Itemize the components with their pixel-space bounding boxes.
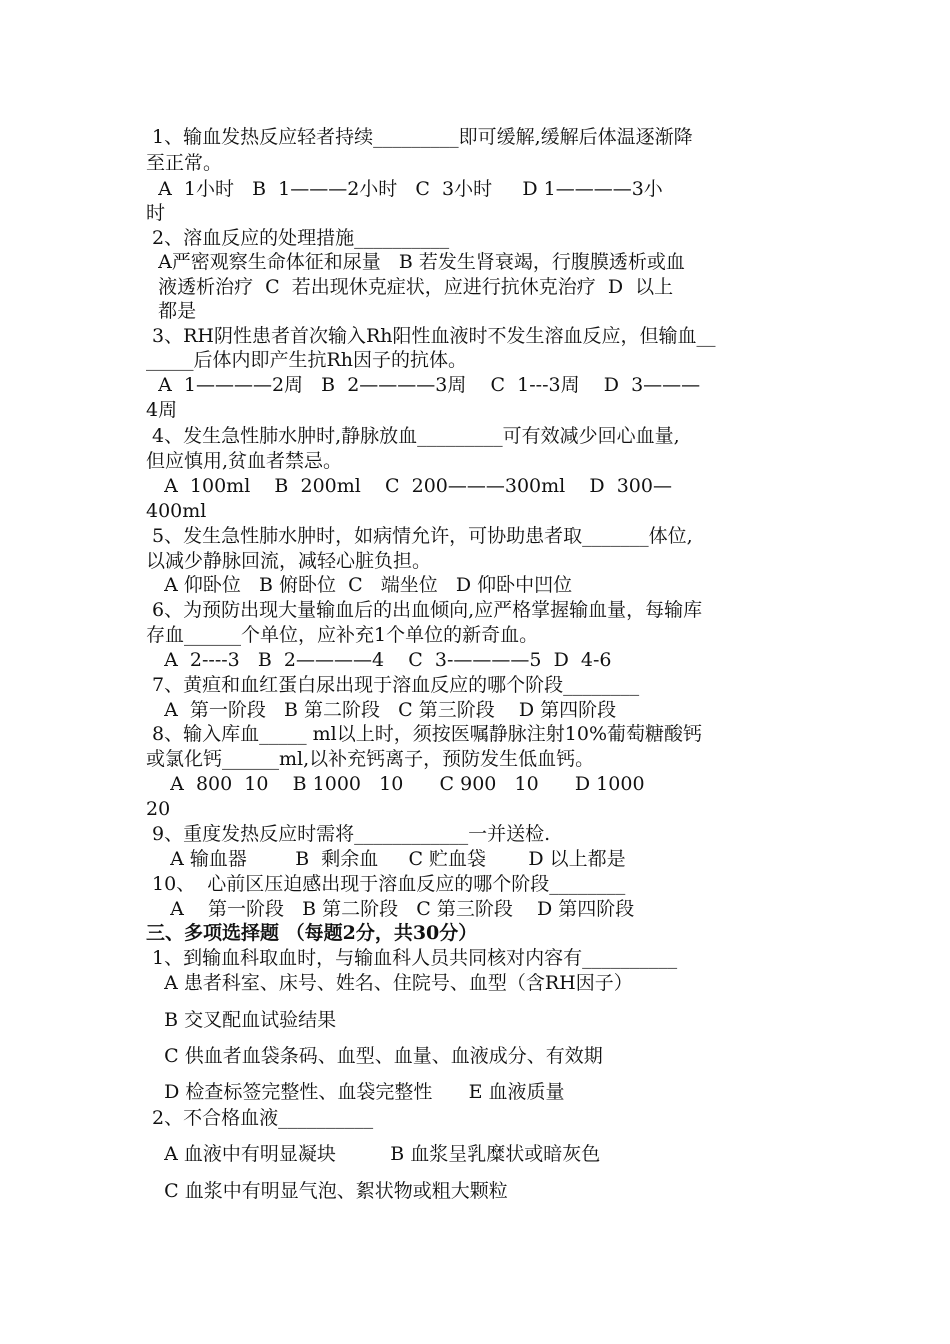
q10-options: A 第一阶段 B 第二阶段 C 第三阶段 D 第四阶段 xyxy=(146,898,635,920)
q1-options-line1: A 1小时 B 1———2小时 C 3小时 D 1————3小 xyxy=(146,178,663,200)
q6-stem-line2: 存血______个单位，应补充1个单位的新奇血。 xyxy=(146,624,539,646)
mq2-option-ab: A 血液中有明显凝块 B 血浆呈乳糜状或暗灰色 xyxy=(146,1143,601,1165)
q4-options-line1: A 100ml B 200ml C 200———300ml D 300— xyxy=(146,475,672,497)
q3-options-line2: 4周 xyxy=(146,399,178,421)
q3-stem-line1: 3、RH阴性患者首次输入Rh阳性血液时不发生溶血反应，但输血__ xyxy=(146,325,716,347)
q6-options: A 2----3 B 2————4 C 3-————5 D 4-6 xyxy=(146,649,612,671)
mq2-stem: 2、不合格血液__________ xyxy=(146,1107,374,1129)
q4-stem-line2: 但应慎用,贫血者禁忌。 xyxy=(146,450,343,472)
q8-options-line2: 20 xyxy=(146,798,171,820)
mq1-stem: 1、到输血科取血时，与输血科人员共同核对内容有__________ xyxy=(146,947,678,969)
mq1-option-c: C 供血者血袋条码、血型、血量、血液成分、有效期 xyxy=(146,1045,603,1067)
mq1-option-a: A 患者科室、床号、姓名、住院号、血型（含RH因子） xyxy=(146,972,633,994)
q2-stem: 2、溶血反应的处理措施__________ xyxy=(146,227,450,249)
mq1-option-b: B 交叉配血试验结果 xyxy=(146,1009,337,1031)
q3-stem-line2: _____后体内即产生抗Rh因子的抗体。 xyxy=(146,349,468,371)
q5-stem-line1: 5、发生急性肺水肿时，如病情允许，可协助患者取_______体位, xyxy=(146,525,693,547)
mq2-option-c: C 血浆中有明显气泡、絮状物或粗大颗粒 xyxy=(146,1180,508,1202)
q10-stem: 10、 心前区压迫感出现于溶血反应的哪个阶段________ xyxy=(146,873,626,895)
q2-options-line2: 液透析治疗 C 若出现休克症状，应进行抗休克治疗 D 以上 xyxy=(146,276,674,298)
q8-stem-line2: 或氯化钙______ml,以补充钙离子，预防发生低血钙。 xyxy=(146,748,595,770)
q9-stem: 9、重度发热反应时需将____________一并送检. xyxy=(146,823,551,845)
q7-stem: 7、黄疸和血红蛋白尿出现于溶血反应的哪个阶段________ xyxy=(146,674,640,696)
mq1-option-de: D 检查标签完整性、血袋完整性 E 血液质量 xyxy=(146,1081,565,1103)
q3-options-line1: A 1————2周 B 2————3周 C 1---3周 D 3——— xyxy=(146,374,701,396)
q5-options: A 仰卧位 B 俯卧位 C 端坐位 D 仰卧中凹位 xyxy=(146,574,573,596)
q8-options-line1: A 800 10 B 1000 10 C 900 10 D 1000 xyxy=(146,773,645,795)
section-heading: 三、多项选择题 （每题2分，共30分） xyxy=(146,922,478,944)
q8-stem-line1: 8、输入库血_____ ml以上时，须按医嘱静脉注射10%葡萄糖酸钙 xyxy=(146,723,702,745)
q7-options: A 第一阶段 B 第二阶段 C 第三阶段 D 第四阶段 xyxy=(146,699,617,721)
q4-options-line2: 400ml xyxy=(146,500,207,522)
q1-stem-line2: 至正常。 xyxy=(146,152,223,174)
q5-stem-line2: 以减少静脉回流，减轻心脏负担。 xyxy=(146,550,432,572)
q2-options-line1: A严密观察生命体征和尿量 B 若发生肾衰竭，行腹膜透析或血 xyxy=(146,251,685,273)
q2-options-line3: 都是 xyxy=(146,300,197,322)
q4-stem-line1: 4、发生急性肺水肿时,静脉放血_________可有效减少回心血量, xyxy=(146,425,680,447)
q9-options: A 输血器 B 剩余血 C 贮血袋 D 以上都是 xyxy=(146,848,626,870)
q6-stem-line1: 6、为预防出现大量输血后的出血倾向,应严格掌握输血量，每输库 xyxy=(146,599,703,621)
q1-options-line2: 时 xyxy=(146,202,166,224)
q1-stem-line1: 1、输血发热反应轻者持续_________即可缓解,缓解后体温逐渐降 xyxy=(146,126,693,148)
